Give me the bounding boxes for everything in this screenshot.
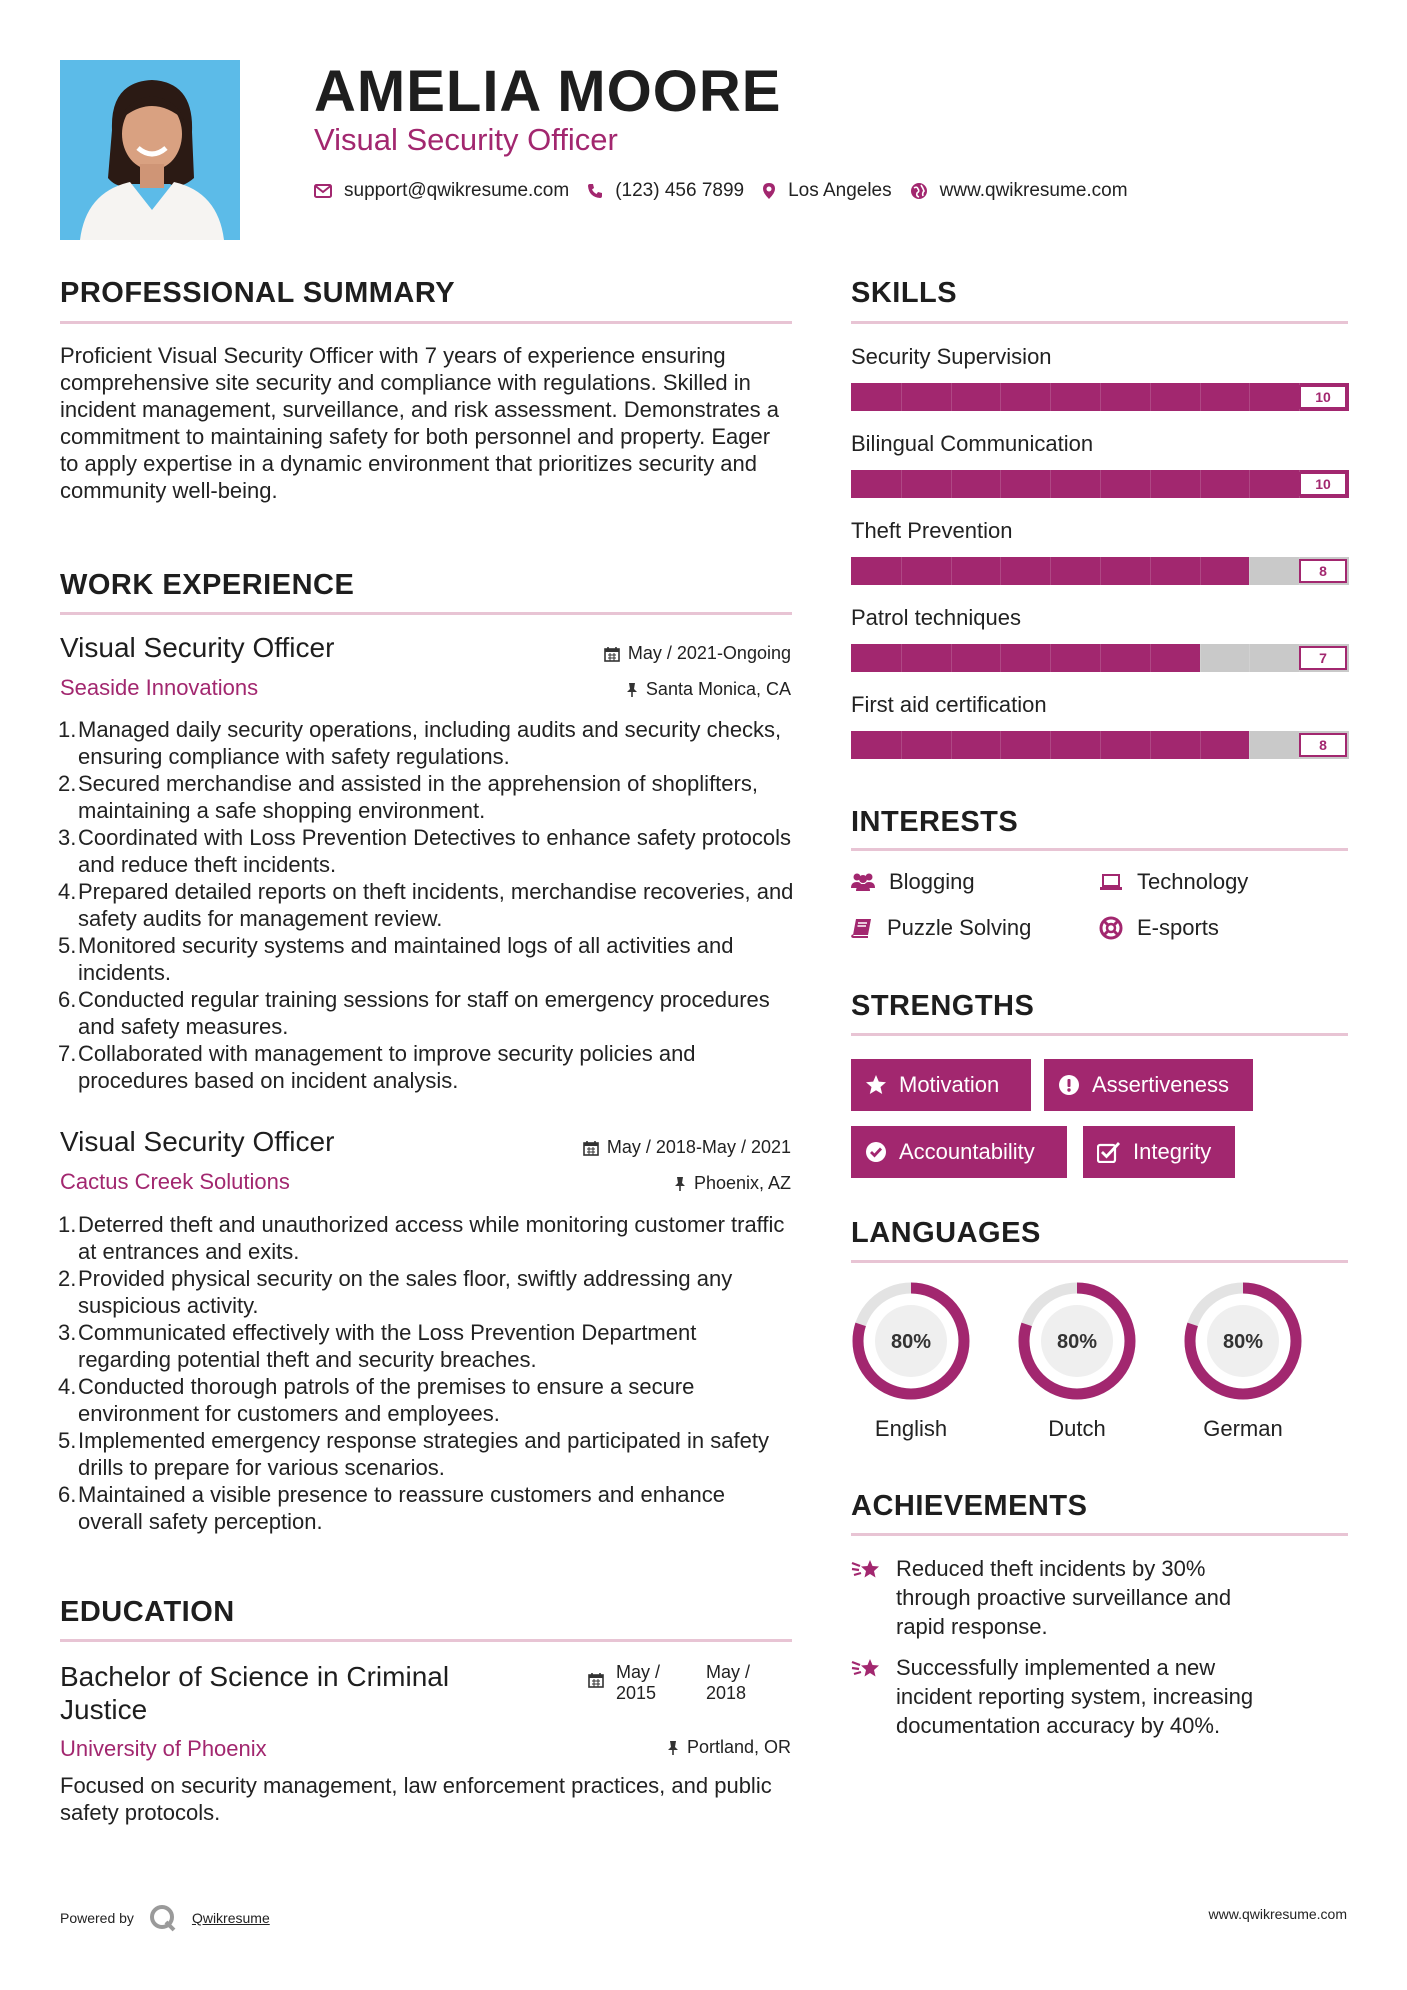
check-circle-icon — [865, 1141, 887, 1163]
language-label: English — [874, 1416, 948, 1441]
skill-bar-segment — [1000, 470, 1001, 498]
candidate-name: AMELIA MOORE — [314, 59, 782, 124]
interest-label: E-sports — [1137, 915, 1219, 940]
map-pin-icon — [762, 182, 776, 200]
strength-tag — [851, 1059, 1031, 1111]
skill-value-badge: 7 — [1299, 646, 1347, 670]
skill-bar-segment — [951, 644, 952, 672]
envelope-icon — [314, 184, 332, 198]
education-degree-line1: Bachelor of Science in Criminal — [60, 1661, 450, 1692]
language-ring — [858, 1288, 964, 1394]
achievement-line: Reduced theft incidents by 30% — [896, 1556, 1206, 1581]
achievements-divider — [851, 1533, 1348, 1536]
list-item: 2. Secured merchandise and assisted in the apprehension of shoplifters, maintaining a safe shopping environment. — [58, 771, 758, 823]
education-degree — [60, 1660, 520, 1726]
experience-divider — [60, 612, 792, 615]
achievements-heading: ACHIEVEMENTS — [851, 1490, 1088, 1522]
achievement-line: documentation accuracy by 40%. — [896, 1713, 1221, 1738]
skill-value-badge: 10 — [1299, 472, 1347, 496]
skill-bar-segment — [1249, 731, 1250, 759]
skill-bar-segment — [1000, 731, 1001, 759]
list-item: 2. Provided physical security on the sales floor, swiftly addressing any suspicious activity. — [58, 1266, 733, 1318]
list-item: 7. Collaborated with management to improve security policies and procedures based on incident analysis. — [58, 1041, 696, 1093]
strength-tag — [1083, 1126, 1235, 1178]
education-end-month: May / — [706, 1662, 751, 1682]
bullet-text: Managed daily security operations, including audits and security checks, ensuring compliance with safety regulations. — [78, 717, 782, 769]
list-item: 6. Maintained a visible presence to reassure customers and enhance overall safety perception. — [58, 1482, 725, 1534]
strength-label: Integrity — [1133, 1139, 1212, 1164]
qwikresume-logo-icon — [148, 1903, 178, 1933]
skill-bar-segment — [901, 470, 902, 498]
skill-bar — [851, 470, 1349, 498]
achievement-line: Successfully implemented a new — [896, 1655, 1216, 1680]
experience-heading: WORK EXPERIENCE — [60, 569, 355, 601]
skill-bar-segment — [951, 731, 952, 759]
skill-bar-segment — [1200, 383, 1201, 411]
bullet-text: Deterred theft and unauthorized access while monitoring customer traffic at entrances and exits. — [78, 1212, 785, 1264]
language-percent: 80% — [1056, 1331, 1098, 1353]
summary-heading: PROFESSIONAL SUMMARY — [60, 277, 456, 309]
skill-bar-segment — [901, 731, 902, 759]
skill-bar-segment — [1200, 557, 1201, 585]
education-dates — [588, 1662, 750, 1704]
job1-location — [626, 679, 791, 700]
list-item: 5. Monitored security systems and maintained logs of all activities and incidents. — [58, 933, 734, 985]
skill-bar-segment — [951, 470, 952, 498]
skill-bar-segment — [951, 557, 952, 585]
list-item: 3. Coordinated with Loss Prevention Detectives to enhance safety protocols and reduce theft incidents. — [58, 825, 791, 877]
bullet-text: Prepared detailed reports on theft incidents, merchandise recoveries, and safety audits for management review. — [78, 879, 794, 931]
skill-bar-segment — [901, 644, 902, 672]
language-rings — [851, 1276, 1348, 1406]
strengths-divider — [851, 1033, 1348, 1036]
education-heading: EDUCATION — [60, 1596, 235, 1628]
language-ring — [1190, 1288, 1296, 1394]
list-item: 4. Prepared detailed reports on theft incidents, merchandise recoveries, and safety audits for management review. — [58, 879, 794, 931]
education-location — [667, 1737, 791, 1758]
interest-label: Blogging — [889, 869, 975, 894]
skill-bar-fill — [851, 644, 1200, 672]
job1-bullets — [60, 716, 795, 1094]
calendar-icon — [588, 1672, 604, 1688]
achievement-line: rapid response. — [896, 1614, 1048, 1639]
bullet-text: Monitored security systems and maintained logs of all activities and incidents. — [78, 933, 734, 985]
skill-bar-segment — [1100, 383, 1101, 411]
language-label: German — [1203, 1416, 1283, 1441]
job2-role: Visual Security Officer — [60, 1126, 335, 1157]
interest-label: Technology — [1137, 869, 1249, 894]
achievement-text — [896, 1554, 1356, 1641]
skill-bar-segment — [951, 383, 952, 411]
pushpin-icon — [626, 682, 638, 698]
skill-bar-segment — [1200, 731, 1201, 759]
job2-location-text: Phoenix, AZ — [693, 1173, 791, 1193]
skill-bar-segment — [1249, 383, 1250, 411]
shooting-star-icon — [851, 1656, 883, 1682]
job2-location — [674, 1173, 791, 1194]
skill-value-badge: 8 — [1299, 733, 1347, 757]
education-start — [616, 1662, 706, 1704]
interest-esports — [1099, 915, 1219, 941]
skill-bar-segment — [1100, 557, 1101, 585]
powered-by-label: Powered by — [60, 1910, 134, 1926]
strength-label: Motivation — [899, 1072, 1000, 1097]
contact-email[interactable] — [314, 180, 569, 202]
strength-tag — [851, 1126, 1067, 1178]
education-end-year: 2018 — [706, 1683, 747, 1703]
interest-label: Puzzle Solving — [887, 915, 1032, 940]
skill-bar-segment — [1000, 557, 1001, 585]
globe-icon — [910, 182, 928, 200]
language-ring — [1024, 1288, 1130, 1394]
contact-website-text: www.qwikresume.com — [939, 180, 1128, 201]
strengths-heading: STRENGTHS — [851, 990, 1035, 1022]
list-item: 3. Communicated effectively with the Loss Prevention Department regarding potential theft and security breaches. — [58, 1320, 697, 1372]
footer-powered-by — [60, 1903, 270, 1933]
bullet-text: Secured merchandise and assisted in the apprehension of shoplifters, maintaining a safe shopping environment. — [78, 771, 758, 823]
language-label: Dutch — [1048, 1416, 1106, 1441]
education-start-year: 2015 — [616, 1683, 657, 1703]
job2-company: Cactus Creek Solutions — [60, 1169, 290, 1194]
contact-location — [762, 180, 892, 202]
skill-bar-segment — [1150, 470, 1151, 498]
skill-bar-segment — [1200, 644, 1201, 672]
skill-bar — [851, 383, 1349, 411]
education-school: University of Phoenix — [60, 1736, 267, 1761]
shooting-star-icon — [851, 1557, 883, 1583]
summary-text: Proficient Visual Security Officer with 7 years of experience ensuring comprehensive site security and compliance with regulations. Skilled in incident management, surveillance, and risk assessment. Demonstrates a commitment to maintaining safety for both personnel and property. Eager to apply expertise in a dynamic environment that prioritizes security and community well-being. — [60, 343, 780, 503]
skill-bar-segment — [1050, 644, 1051, 672]
job1-dates — [604, 643, 791, 664]
qwikresume-link[interactable]: Qwikresume — [191, 1910, 270, 1926]
skill-bar-segment — [1200, 470, 1201, 498]
skill-name: Patrol techniques — [851, 605, 1021, 630]
list-item: 5. Implemented emergency response strategies and participated in safety drills to prepare for various scenarios. — [58, 1428, 769, 1480]
interest-technology — [1099, 869, 1248, 895]
skills-divider — [851, 321, 1348, 324]
skill-bar — [851, 557, 1349, 585]
skill-value-badge: 10 — [1299, 385, 1347, 409]
life-ring-icon — [1099, 916, 1123, 940]
interest-puzzle-solving — [851, 915, 1031, 941]
languages-divider — [851, 1260, 1348, 1263]
skill-bar-segment — [1150, 557, 1151, 585]
achievement-line: incident reporting system, increasing — [896, 1684, 1254, 1709]
exclamation-circle-icon — [1058, 1074, 1080, 1096]
bullet-text: Provided physical security on the sales floor, swiftly addressing any suspicious activity. — [78, 1266, 733, 1318]
strength-tag — [1044, 1059, 1253, 1111]
profile-photo — [60, 60, 240, 240]
job2-dates-text: May / 2018-May / 2021 — [606, 1137, 791, 1157]
contact-website[interactable] — [910, 180, 1128, 202]
contact-email-text: support@qwikresume.com — [344, 180, 570, 201]
skill-bar-segment — [1050, 470, 1051, 498]
avatar-portrait — [60, 60, 240, 240]
bullet-text: Implemented emergency response strategies and participated in safety drills to prepare for various scenarios. — [78, 1428, 769, 1480]
check-square-icon — [1097, 1141, 1121, 1163]
calendar-icon — [604, 646, 620, 662]
skill-value-badge: 8 — [1299, 559, 1347, 583]
education-start-month: May / — [616, 1662, 661, 1682]
language-percent: 80% — [890, 1331, 932, 1353]
contact-phone-text: (123) 456 7899 — [615, 180, 745, 201]
contact-location-text: Los Angeles — [788, 180, 892, 201]
laptop-icon — [1099, 873, 1123, 891]
language-percent: 80% — [1222, 1331, 1264, 1353]
summary-divider — [60, 321, 792, 324]
strength-label: Assertiveness — [1092, 1072, 1229, 1097]
bullet-text: Maintained a visible presence to reassure customers and enhance overall safety perception. — [78, 1482, 725, 1534]
bullet-text: Coordinated with Loss Prevention Detectives to enhance safety protocols and reduce theft incidents. — [78, 825, 791, 877]
star-icon — [865, 1074, 887, 1096]
bullet-text: Collaborated with management to improve security policies and procedures based on incident analysis. — [78, 1041, 696, 1093]
job1-dates-text: May / 2021-Ongoing — [627, 643, 791, 663]
skill-bar-segment — [1000, 383, 1001, 411]
list-item: 6. Conducted regular training sessions for staff on emergency procedures and safety measures. — [58, 987, 770, 1039]
interests-divider — [851, 848, 1348, 851]
job1-role: Visual Security Officer — [60, 632, 335, 663]
list-item: 4. Conducted thorough patrols of the premises to ensure a secure environment for customers and employees. — [58, 1374, 695, 1426]
achievement-line: through proactive surveillance and — [896, 1585, 1232, 1610]
education-divider — [60, 1639, 792, 1642]
education-description: Focused on security management, law enforcement practices, and public safety protocols. — [60, 1773, 772, 1825]
skill-name: Bilingual Communication — [851, 431, 1094, 456]
skill-bar — [851, 731, 1349, 759]
skill-bar-segment — [1150, 731, 1151, 759]
pushpin-icon — [667, 1740, 679, 1756]
bullet-text: Conducted thorough patrols of the premises to ensure a secure environment for customers and employees. — [78, 1374, 695, 1426]
contact-row — [314, 180, 1146, 202]
job2-bullets — [60, 1211, 795, 1535]
interests-heading: INTERESTS — [851, 806, 1019, 838]
achievement-text — [896, 1653, 1356, 1740]
job1-location-text: Santa Monica, CA — [645, 679, 791, 699]
list-item: 1. Managed daily security operations, including audits and security checks, ensuring compliance with safety regulations. — [58, 717, 782, 769]
languages-heading: LANGUAGES — [851, 1217, 1041, 1249]
candidate-title: Visual Security Officer — [314, 122, 618, 157]
calendar-icon — [583, 1140, 599, 1156]
skill-bar-segment — [1249, 557, 1250, 585]
job1-company: Seaside Innovations — [60, 675, 259, 700]
education-degree-line2: Justice — [60, 1694, 148, 1725]
bullet-text: Communicated effectively with the Loss Prevention Department regarding potential theft and security breaches. — [78, 1320, 697, 1372]
education-location-text: Portland, OR — [686, 1737, 791, 1757]
skill-bar-segment — [1249, 644, 1250, 672]
skill-name: First aid certification — [851, 692, 1047, 717]
skill-bar-segment — [1249, 470, 1250, 498]
pushpin-icon — [674, 1176, 686, 1192]
skill-bar-segment — [1050, 383, 1051, 411]
users-icon — [851, 872, 875, 892]
skill-bar-segment — [1150, 383, 1151, 411]
skill-bar-segment — [1150, 644, 1151, 672]
list-item: 1. Deterred theft and unauthorized access while monitoring customer traffic at entrances and exits. — [58, 1212, 785, 1264]
skill-name: Security Supervision — [851, 344, 1052, 369]
skill-bar-segment — [1100, 470, 1101, 498]
job2-dates — [583, 1137, 791, 1158]
skill-bar — [851, 644, 1349, 672]
strength-label: Accountability — [899, 1139, 1035, 1164]
book-icon — [851, 918, 873, 938]
interest-blogging — [851, 869, 975, 895]
skill-bar-segment — [1000, 644, 1001, 672]
footer-website[interactable]: www.qwikresume.com — [1208, 1906, 1347, 1922]
phone-icon — [587, 183, 603, 199]
skill-bar-segment — [1050, 557, 1051, 585]
skill-bar-segment — [901, 383, 902, 411]
skills-heading: SKILLS — [851, 277, 958, 309]
bullet-text: Conducted regular training sessions for staff on emergency procedures and safety measures. — [78, 987, 770, 1039]
education-end — [706, 1662, 750, 1704]
contact-phone[interactable] — [587, 180, 744, 202]
skill-bar-segment — [1100, 644, 1101, 672]
skill-bar-segment — [1100, 731, 1101, 759]
skill-bar-segment — [1050, 731, 1051, 759]
skill-name: Theft Prevention — [851, 518, 1013, 543]
skill-bar-segment — [901, 557, 902, 585]
